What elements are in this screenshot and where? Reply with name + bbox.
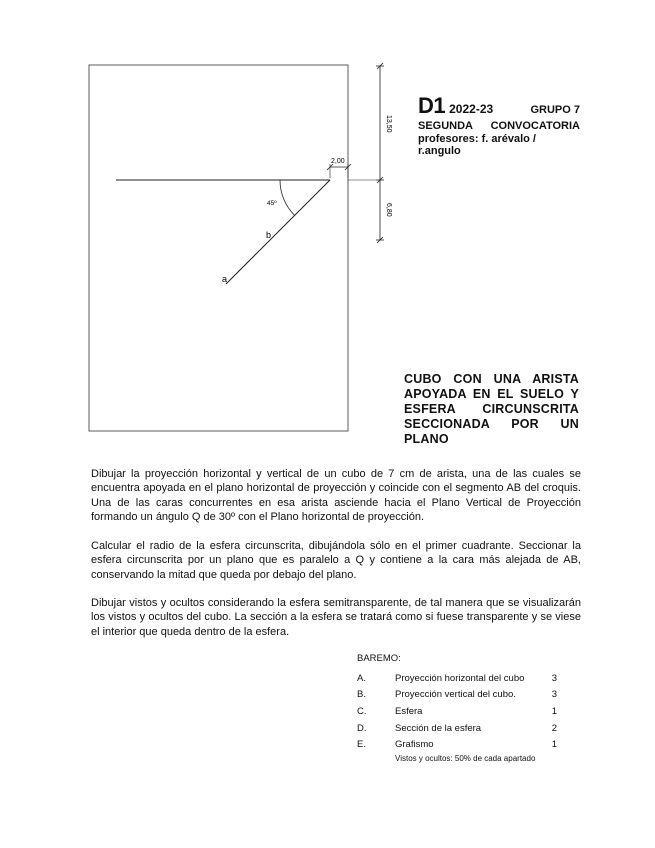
angle-label: 45º [267,200,277,207]
dim-horizontal-label: 2,00 [331,158,345,165]
point-a-label: a [222,274,228,284]
drawing-frame [89,65,348,431]
paragraph-3: Dibujar vistos y ocultos considerando la esfera semitransparente, de tal manera que se visualizarán los vistos y ocultos del cubo. La sección a la esfera se tratará como si fuese transparente y se viese el interior que queda dentro de la esfera. [91,597,581,638]
convocatoria: SEGUNDA CONVOCATORIA [418,120,580,132]
angle-arc [280,180,295,215]
baremo [357,653,557,763]
paragraph-1: Dibujar la proyección horizontal y vertical de un cubo de 7 cm de arista, una de las cuales se encuentra apoyada en el plano horizontal de proyección y coincide con el segmento AB del croquis. Una de las caras concurrentes en esa arista asciende hacia el Plano Vertical de Proyección formando un ángulo Q de 30º con el Plano horizontal de proyección. [91,468,581,524]
profesores: profesores: f. arévalo / r.angulo [418,133,536,157]
point-b-label: b [266,230,272,240]
baremo-item: A. Proyección horizontal del cubo 3 [357,672,557,684]
group-label: GRUPO 7 [530,104,580,116]
baremo-note: Vistos y ocultos: 50% de cada apartado [395,753,536,763]
baremo-title: BAREMO: [357,653,401,664]
baremo-item: D. Sección de la esfera 2 [357,722,557,734]
exercise-title: CUBO CON UNA ARISTA APOYADA EN EL SUELO Y ESFERA CIRCUNSCRITA SECCIONADA POR UN PLANO [404,372,579,446]
baremo-item: C. Esfera 1 [357,705,557,717]
baremo-item: E. Grafismo 1 [357,739,557,751]
exercise-code: D1 [418,93,446,118]
segment-ab [226,180,330,284]
dim-bottom-label: 6,80 [385,203,392,217]
academic-year: 2022-23 [449,102,494,116]
paragraph-2: Calcular el radio de la esfera circunscrita, dibujándola sólo en el primer cuadrante. Seccionar la esfera circunscrita por un plano que es paralelo a Q y contiene a la cara más alejada de AB, conservando la mitad que queda por debajo del plano. [91,540,581,581]
dim-top-label: 13,50 [385,115,392,133]
exam-header [418,93,580,157]
baremo-item: B. Proyección vertical del cubo. 3 [357,689,557,701]
